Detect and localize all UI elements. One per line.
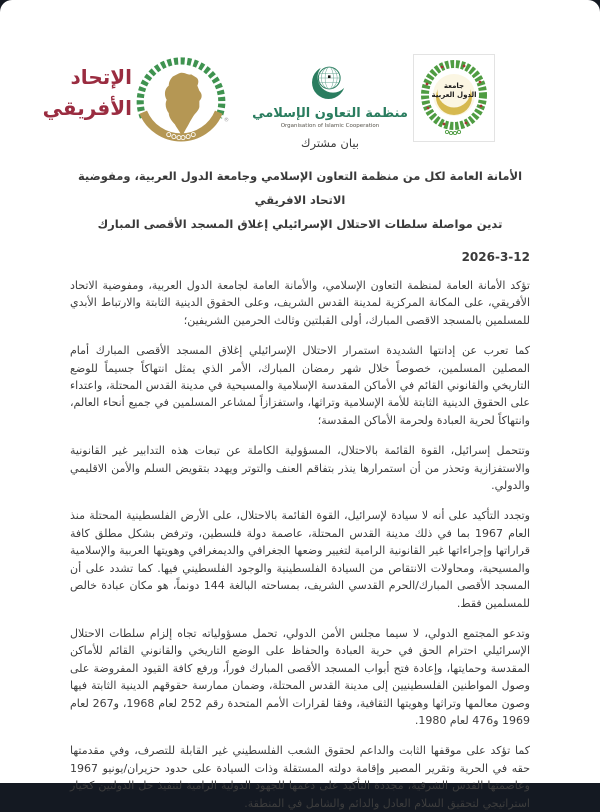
oic-crescent-globe-icon [306, 58, 354, 104]
au-registered-mark: ® [223, 117, 229, 124]
african-union-wordmark-line2: الأفريقي [42, 96, 132, 120]
arab-league-calligraphy-line1: جامعة [443, 82, 465, 90]
statement-paragraph-6: كما تؤكد على موقفها الثابت والداعم لحقوق الشعب الفلسطيني غير القابلة للتصرف، وفي مقدمتها حقه في الحرية وتقرير المصير وإقامة دولته المستقلة وذات السيادة على حدود حزيران/يونيو 1967 وعاصمتها القدس الشرقية، مجددة التأكيد على دعمها للجهود الدولية الرامية لتنفيذ حل الدولتين كخيار استراتيجي لتحقيق السلام العادل والدائم والشامل في المنطقة. [70, 744, 530, 810]
arab-league-logo-icon [413, 54, 495, 142]
statement-date [70, 250, 530, 264]
statement-paragraph-3: وتتحمل إسرائيل، القوة القائمة بالاحتلال، المسؤولية الكاملة عن تبعات هذه التدابير غير القانونية والاستفزازية وتحذر من أن استمرارها ينذر بتفاقم العنف والتوتر ويهدد بتقويض السلم والأمن الاقليمي والدولي. [70, 444, 530, 493]
statement-title-line2: تدين مواصلة سلطات الاحتلال الإسرائيلي إغلاق المسجد الأقصى المبارك [97, 217, 503, 231]
statement-paragraph-5: وتدعو المجتمع الدولي، لا سيما مجلس الأمن الدولي، تحمل مسؤولياته تجاه إلزام سلطات الاحتلال الإسرائيلي احترام الحق في حرية العبادة والحفاظ على الوضع التاريخي والقانوني القائم للأماكن المقدسة وحمايتها، وإعادة فتح أبواب المسجد الأقصى المبارك فوراً، ورفع كافة القيود المفروضة على وصول المواطنين الفلسطينيين إلى مدينة القدس المحتلة، وضمان ممارسة حقوقهم الدينية الثابتة فيها وصون معالمها وتراثها وهويتها الثقافية، وفقا لقرارات الأمم المتحدة رقم 252 لعام 1968، و267 لعام 1969 و476 لعام 1980. [70, 626, 530, 727]
oic-logo-block [252, 58, 408, 150]
statement-date-value: 2026-3-12 [461, 250, 530, 264]
joint-statement-label: بيان مشترك [301, 136, 359, 150]
statement-paragraph-1: تؤكد الأمانة العامة لمنظمة التعاون الإسلامي، والأمانة العامة لجامعة الدول العربية، ومفوضية الاتحاد الأفريقي، على المكانة المركزية لمدينة القدس الشريف، وعلى الحقوق الدينية الثابتة والارتباط الأبدي للمسلمين بالمسجد الاقصى المبارك، أولى القبلتين وثالث الحرمين الشريفين؛ [70, 279, 530, 327]
logos-header [0, 0, 600, 164]
statement-paragraph-4: وتجدد التأكيد على أنه لا سيادة لإسرائيل، القوة القائمة بالاحتلال، على الأرض الفلسطينية المحتلة منذ العام 1967 بما في ذلك مدينة القدس المحتلة، عاصمة دولة فلسطين، وترفض بشكل مطلق كافة قراراتها وإجراءاتها غير القانونية الرامية لتغيير وضعها الجغرافي والديمغرافي وهويتها العربية والإسلامية والمسيحية، ومحاولات الانتقاص من السيادة الفلسطينية والوجود الفلسطيني فيها. كما تشدد على أن المسجد الأقصى المبارك/الحرم القدسي الشريف، بمساحته البالغة 144 دونماً، هو مكان عبادة خالص للمسلمين فقط. [70, 509, 531, 610]
statement-title-line1: الأمانة العامة لكل من منظمة التعاون الإسلامي وجامعة الدول العربية، ومفوضية الاتحاد الافريقي [77, 169, 523, 207]
oic-name-english: Organisation of Islamic Cooperation [280, 123, 380, 129]
african-union-logo-icon [130, 56, 232, 154]
statement-paragraph-2: كما تعرب عن إدانتها الشديدة استمرار الاحتلال الإسرائيلي إغلاق المسجد الأقصى المبارك أمام المصلين المسلمين، خصوصاً خلال شهر رمضان المبارك، الأمر الذي يمثل انتهاكاً جسيماً للوضع التاريخي والقانوني القائم في الأماكن المقدسة الإسلامية والمسيحية في مدينة القدس المحتلة، واعتداء على الحقوق الدينية الثابتة للأمة الإسلامية وتراثها، واستفزازاً لمشاعر المسلمين في جميع أنحاء العالم، وانتهاكاً لحرية العبادة ولحرمة الأماكن المقدسة؛ [70, 344, 530, 427]
oic-name-arabic: منظمة التعاون الإسلامي [252, 106, 408, 121]
african-union-wordmark [42, 62, 132, 124]
arab-league-calligraphy-line2: الدول العربية [431, 91, 477, 99]
statement-body [0, 164, 600, 812]
african-union-wordmark-line1: الإتحاد [70, 65, 132, 89]
